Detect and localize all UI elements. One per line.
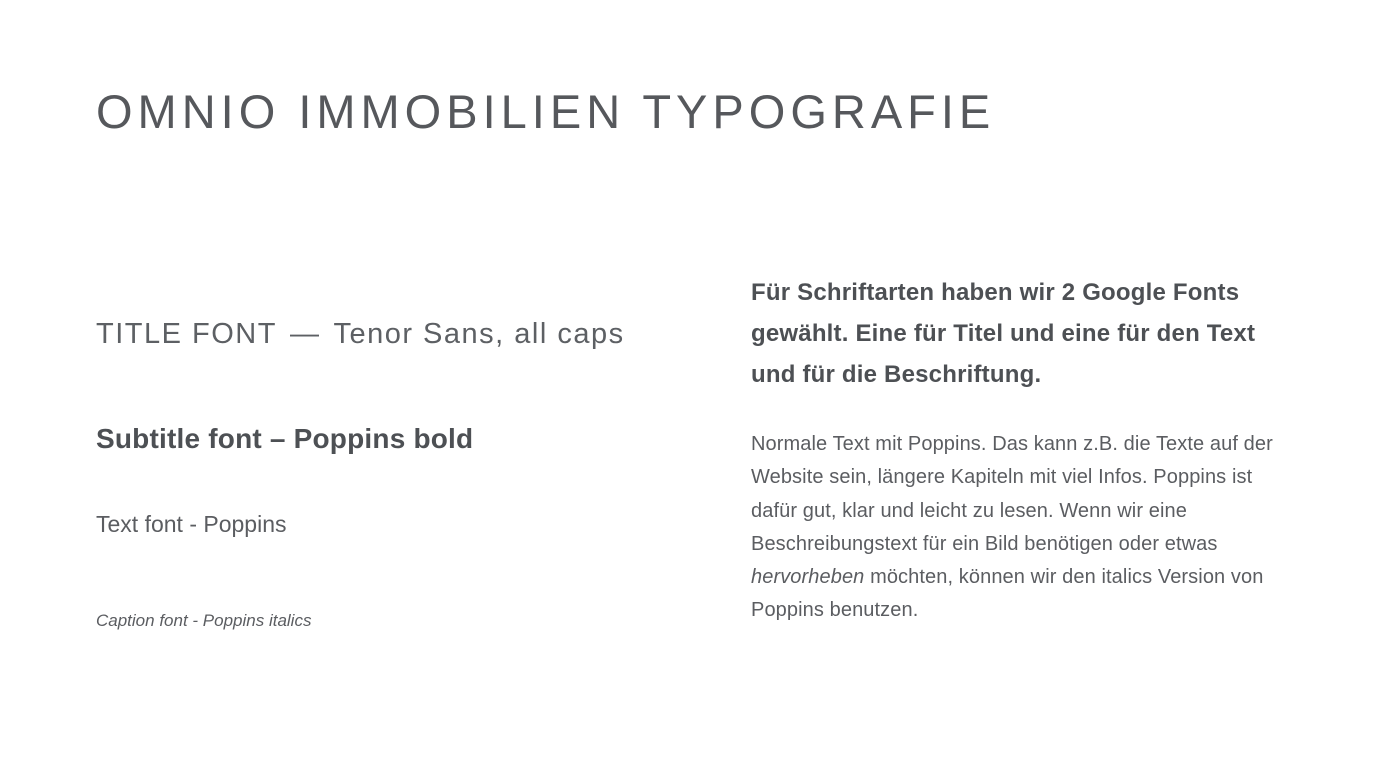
specimen-subtitle-font: Subtitle font – Poppins bold (96, 423, 474, 454)
page-title: OMNIO IMMOBILIEN TYPOGRAFIE (96, 85, 996, 138)
body-paragraph (751, 428, 1286, 628)
body-text-before-emphasis: Normale Text mit Poppins. Das kann z.B. die Texte auf der Website sein, längere Kapiteln mit viel Infos. Poppins ist dafür gut, klar und leicht zu lesen. Wenn wir eine Beschreibungstext für ein Bild benötigen oder etwas (751, 433, 1273, 555)
italic-emphasis: hervorheben (751, 566, 865, 589)
specimen-title-font-caps: TITLE FONT (96, 318, 277, 350)
specimen-title-font (96, 318, 625, 351)
body-text-after-emphasis: möchten, können wir den italics Version von Poppins benutzen. (751, 566, 1264, 622)
intro-paragraph: Für Schriftarten haben wir 2 Google Fonts gewählt. Eine für Titel und eine für den Text und für die Beschriftung. (751, 279, 1256, 388)
specimen-title-font-description: Tenor Sans, all caps (333, 318, 625, 350)
em-dash-separator: — (289, 318, 321, 350)
specimen-text-font: Text font - Poppins (96, 511, 287, 537)
specimen-caption-font: Caption font - Poppins italics (96, 611, 312, 630)
